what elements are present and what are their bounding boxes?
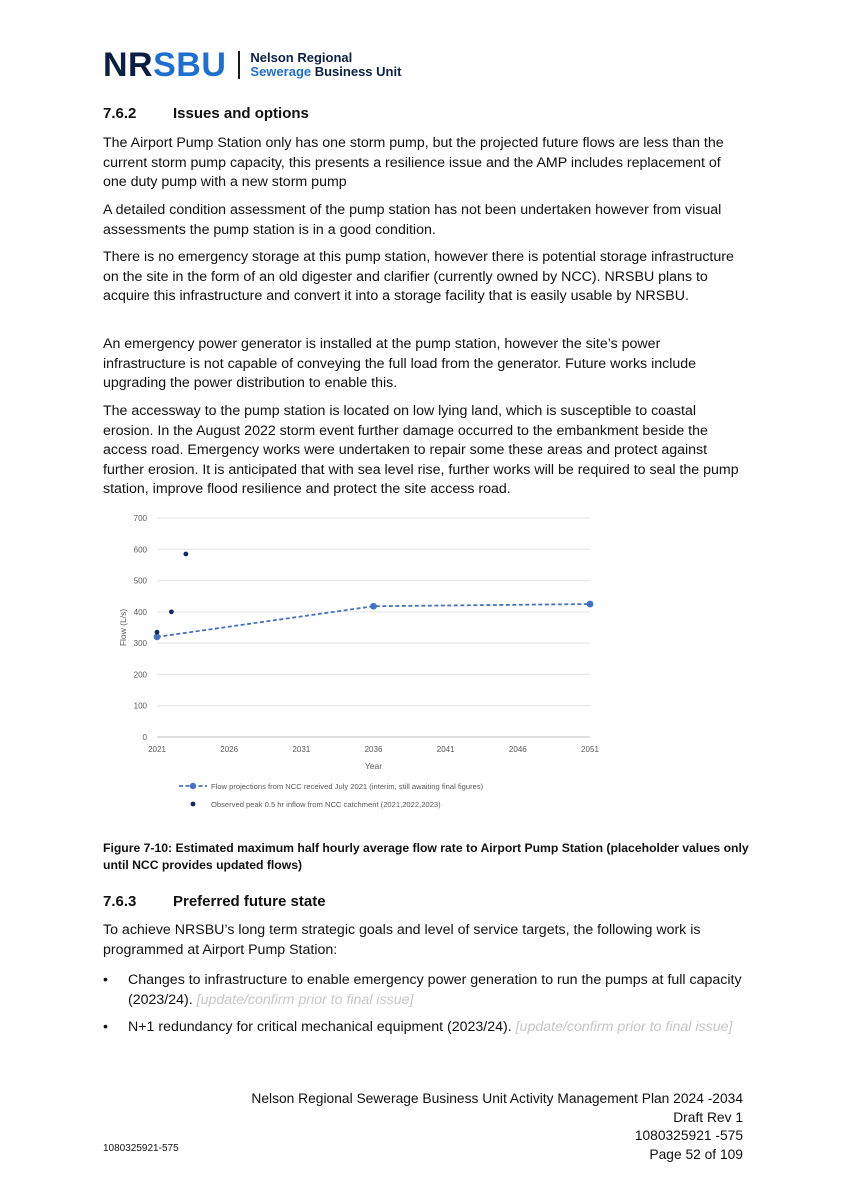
logo-text xyxy=(250,51,401,79)
y-tick-label: 300 xyxy=(133,639,147,649)
nrsbu-logo xyxy=(103,48,401,82)
x-tick-label: 2046 xyxy=(508,745,527,754)
footer-document-id: 1080325921-575 xyxy=(103,1143,179,1154)
paragraph-emergency-power: An emergency power generator is installed at the pump station, however the site’s power infrastructure is not capable of conveying the full load from the generator. Future works include upgrading the power distribution to enable this. xyxy=(103,336,697,391)
projection-data-point xyxy=(587,601,594,608)
paragraph-preferred-intro: To achieve NRSBU’s long term strategic goals and level of service targets, the following work is programmed at Airport Pump Station: xyxy=(103,922,701,958)
paragraph-storm-pump: The Airport Pump Station only has one storm pump, but the projected future flows are less than the current storm pump capacity, this presents a resilience issue and the AMP includes replacement of one duty pump with a new storm pump xyxy=(103,135,724,190)
logo-text-line1: Nelson Regional xyxy=(250,50,353,65)
observed-data-point xyxy=(183,552,188,557)
legend-projection-marker xyxy=(190,783,196,789)
paragraph-accessway: The accessway to the pump station is located on low lying land, which is susceptible to coastal erosion. In the August 2022 storm event further damage occurred to the embankment beside the access road. Emergency works were undertaken to repair some these areas and protect against further erosion. It is anticipated that with sea level rise, further works will be required to seal the pump station, improve flood resilience and protect the site access road. xyxy=(103,403,739,497)
page-footer xyxy=(251,1090,743,1164)
observed-data-point xyxy=(169,609,174,614)
footer-doc-title: Nelson Regional Sewerage Business Unit Activity Management Plan 2024 -2034 xyxy=(251,1091,743,1106)
placeholder-note: [update/confirm prior to final issue] xyxy=(196,991,414,1008)
x-axis-title: Year xyxy=(364,761,383,771)
section-number: 7.6.2 xyxy=(103,105,137,122)
figure-caption: Figure 7-10: Estimated maximum half hourly average flow rate to Airport Pump Station (placeholder values only until NCC provides updated flows) xyxy=(103,841,749,872)
section-title: Issues and options xyxy=(173,105,309,122)
y-tick-label: 500 xyxy=(133,576,147,586)
section-title: Preferred future state xyxy=(173,893,326,910)
x-tick-label: 2021 xyxy=(148,745,166,754)
x-tick-label: 2051 xyxy=(581,745,599,754)
paragraph-emergency-storage: There is no emergency storage at this pump station, however there is potential storage infrastructure on the site in the form of an old digester and clarifier (currently owned by NCC). NRSBU plans to acquire this infrastructure and convert it into a storage facility that is easily usable by NRSBU. xyxy=(103,249,734,304)
paragraph-condition-assessment: A detailed condition assessment of the pump station has not been undertaken however from visual assessments the pump station is in a good condition. xyxy=(103,202,722,238)
projection-data-point xyxy=(370,603,377,610)
x-tick-label: 2036 xyxy=(364,745,383,754)
flow-chart xyxy=(103,505,623,825)
y-tick-label: 200 xyxy=(133,670,147,680)
logo-wordmark-sbu: SBU xyxy=(153,46,227,84)
legend-projection-label: Flow projections from NCC received July 2021 (interim, still awaiting final figures) xyxy=(211,782,484,791)
x-tick-label: 2041 xyxy=(436,745,455,754)
list-item-text: Changes to infrastructure to enable emergency power generation to run the pumps at full capacity (2023/24). xyxy=(128,972,742,1008)
footer-page-number: Page 52 of 109 xyxy=(649,1146,743,1162)
legend-observed-label: Observed peak 0.5 hr inflow from NCC catchment (2021,2022,2023) xyxy=(211,800,441,809)
legend-observed-marker xyxy=(191,802,196,807)
y-tick-label: 0 xyxy=(142,733,147,742)
list-item-text: N+1 redundancy for critical mechanical equipment (2023/24). xyxy=(128,1019,516,1035)
logo-text-business-unit: Business Unit xyxy=(311,64,402,79)
placeholder-note: [update/confirm prior to final issue] xyxy=(515,1019,733,1035)
x-tick-label: 2031 xyxy=(292,745,311,754)
observed-data-point xyxy=(155,630,160,635)
flow-chart-svg xyxy=(103,505,623,825)
section-heading-7-6-2 xyxy=(103,104,309,124)
logo-wordmark-nr: NR xyxy=(103,46,154,84)
list-item xyxy=(103,971,743,1010)
logo-wordmark xyxy=(103,48,226,82)
y-tick-label: 400 xyxy=(133,607,147,617)
section-heading-7-6-3 xyxy=(103,892,326,912)
section-number: 7.6.3 xyxy=(103,893,137,910)
work-list xyxy=(103,971,743,1046)
list-item xyxy=(103,1018,743,1038)
x-tick-label: 2026 xyxy=(220,745,239,754)
y-tick-label: 100 xyxy=(133,701,147,711)
logo-text-line2 xyxy=(250,65,401,79)
footer-revision: Draft Rev 1 xyxy=(673,1109,743,1125)
y-tick-label: 600 xyxy=(133,545,147,555)
footer-doc-number: 1080325921 -575 xyxy=(634,1128,743,1143)
logo-text-sewerage: Sewerage xyxy=(250,64,312,79)
logo-divider xyxy=(238,51,240,79)
y-axis-title: Flow (L/s) xyxy=(118,608,128,647)
y-tick-label: 700 xyxy=(133,514,147,523)
